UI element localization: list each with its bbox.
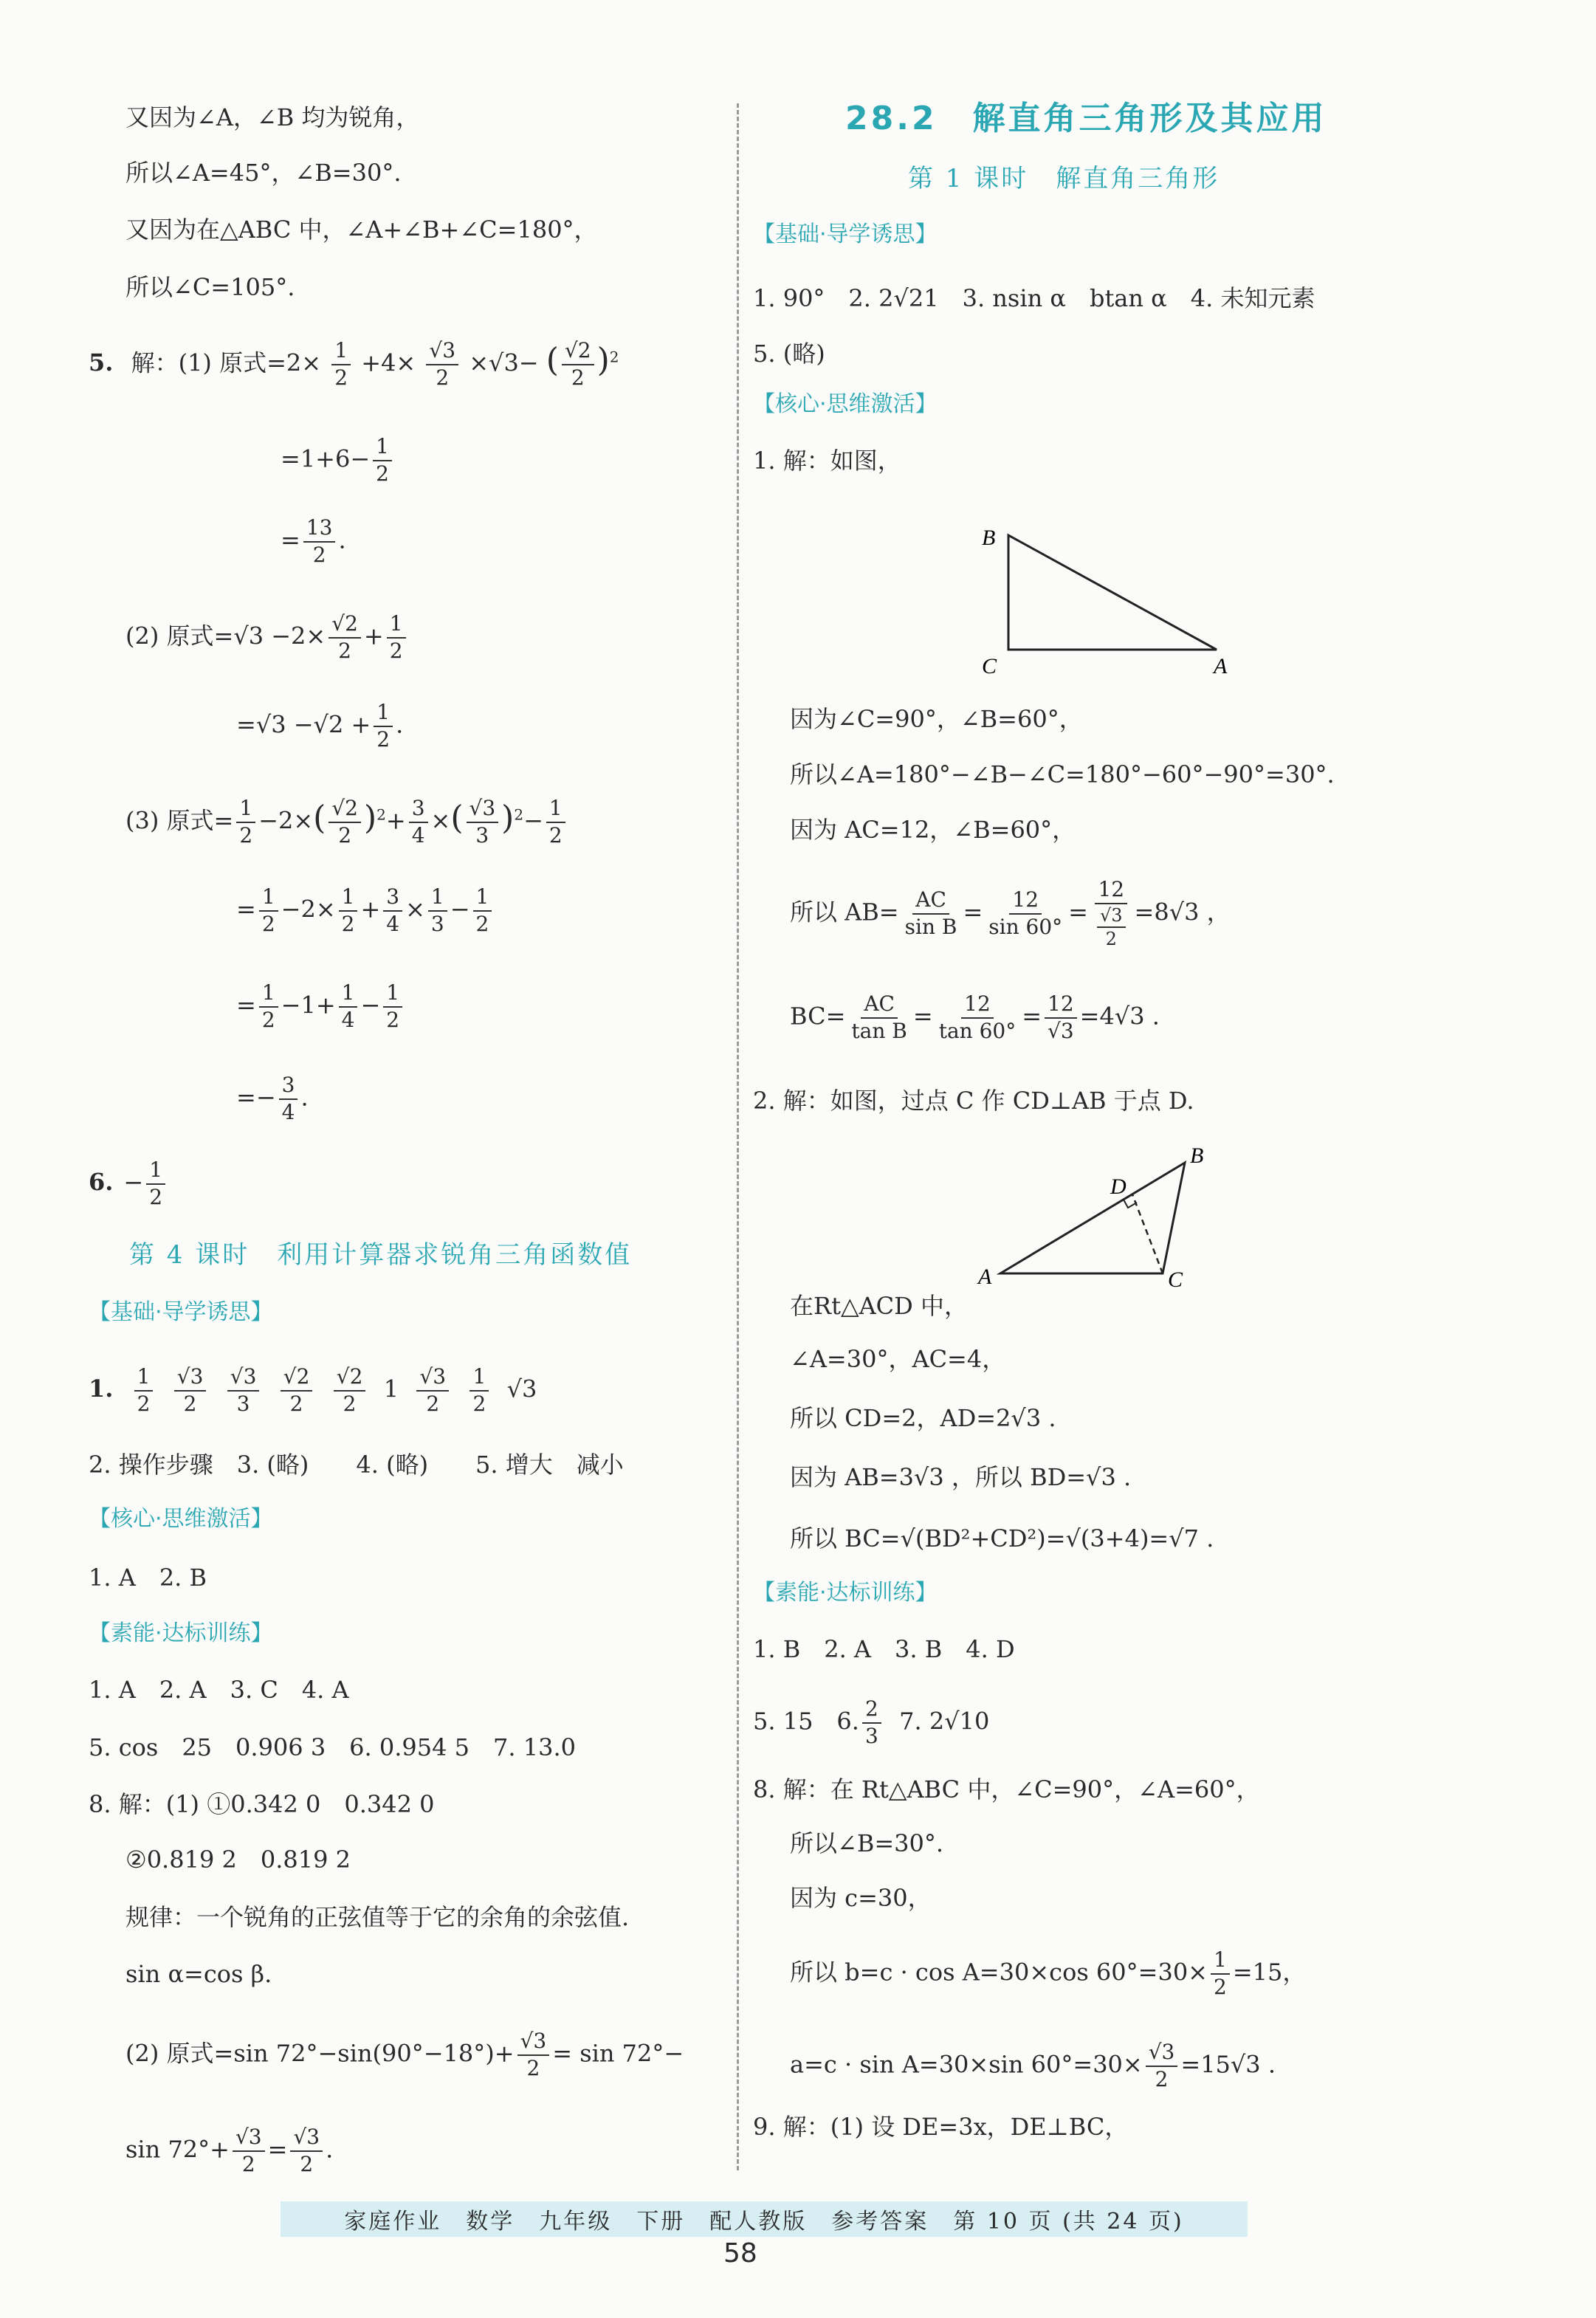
core-q2-line1: 2. 解：如图，过点 C 作 CD⊥AB 于点 D. [753,1087,1194,1115]
footer-banner: 家庭作业 数学 九年级 下册 配人教版 参考答案 第 10 页 (共 24 页) [281,2201,1248,2237]
section-tag-quality: 【素能·达标训练】 [89,1620,273,1646]
q5-part2: (2) 原式=√3 −2× $\frac{√2}{2}$ + $\frac{1}{2}$ [125,613,409,663]
basic-answers-5: 5. (略) [753,340,825,368]
q5-line1: 5. 解：(1) 原式=2× $\frac{1}{2}$ +4× $\frac{√3}{2}$ ×√3− ( $\frac{√2}{2}$ )$^2$ [89,338,619,390]
core-q2-line4: 所以 CD=2，AD=2√3 . [790,1404,1056,1432]
basic-q2-5: 2. 操作步骤 3. (略) 4. (略) 5. 增大 减小 [89,1451,624,1479]
fraction: $\frac{1}{2}$ [331,340,351,390]
section-tag-quality: 【素能·达标训练】 [753,1580,938,1606]
quality-q8-line3: 因为 c=30， [790,1884,932,1912]
fraction: $\frac{√3}{2}$ [426,340,458,390]
quality-answers-1: 1. B 2. A 3. B 4. D [753,1635,1015,1663]
q5-part3-line4: =− $\frac{3}{4}$ . [236,1073,309,1124]
core-q1-line4: 因为 AC=12，∠B=60°， [790,816,1076,844]
q6-line: 6. − $\frac{1}{2}$ [89,1159,168,1209]
text-line: 所以∠C=105°. [125,273,295,301]
vertex-label-C: C [1168,1268,1183,1288]
section-tag-core: 【核心·思维激活】 [89,1506,273,1532]
vertex-label-D: D [1110,1175,1127,1199]
q5-part3-line2: = $\frac{1}{2}$ −2× $\frac{1}{2}$ + $\frac{3}{4}$ × $\frac{1}{3}$ − $\frac{1}{2}$ [236,886,495,936]
q5-part2-line2: =√3 −√2 + $\frac{1}{2}$ . [236,700,404,752]
basic-answers-1: 1. 90° 2. 2√21 3. nsin α btan α 4. 未知元素 [753,284,1315,312]
q5-number: 5. [89,348,114,377]
q5-part3-line3: = $\frac{1}{2}$ −1+ $\frac{1}{4}$ − $\frac{1}{2}$ [236,982,405,1032]
core-q2-line3: ∠A=30°，AC=4， [790,1345,1006,1373]
quality-q8-line2: 所以∠B=30°. [790,1829,944,1857]
lesson-title: 第 1 课时 解直角三角形 [908,164,1220,193]
core-q1-line1: 1. 解：如图， [753,447,901,475]
core-q2-line6: 所以 BC=√(BD²+CD²)=√(3+4)=√7 . [790,1524,1214,1552]
vertex-label-A: A [978,1265,992,1288]
vertex-label-B: B [1190,1143,1204,1168]
quality-q8-line3: 规律：一个锐角的正弦值等于它的余角的余弦值. [125,1903,630,1931]
core-answers: 1. A 2. B [89,1564,207,1592]
text: +4× [361,348,416,377]
quality-q9-line1: 9. 解：(1) 设 DE=3x，DE⊥BC， [753,2113,1129,2141]
quality-q8-line1: 8. 解：在 Rt△ABC 中，∠C=90°，∠A=60°， [753,1775,1260,1803]
lesson-title: 第 4 课时 利用计算器求锐角三角函数值 [129,1240,633,1270]
text-line: 又因为∠A，∠B 均为锐角， [125,103,420,131]
q5-label: 解：(1) 原式=2× [131,348,322,377]
q5-part3: (3) 原式= $\frac{1}{2}$ −2×( $\frac{√2}{2}$ )$^2$+ $\frac{3}{4}$ ×( $\frac{√3}{3}$ )$^2$− $\frac{1}{2}$ [125,797,568,847]
section-tag-core: 【核心·思维激活】 [753,391,938,417]
core-q1-line2: 因为∠C=90°，∠B=60°， [790,705,1083,733]
core-q1-line6: BC= $\frac{AC}{\text{tan B}}$ = $\frac{12}{\tan 60^\circ}$ = $\frac{12}{√3}$ =4√3 . [790,991,1160,1043]
quality-q8-line4: 所以 b=c · cos A=30×cos 60°=30× $\frac{1}{2}$ =15， [790,1947,1307,1999]
q5-line2: =1+6− $\frac{1}{2}$ [281,436,395,486]
core-q2-line5: 因为 AB=3√3 ，所以 BD=√3 . [790,1463,1132,1491]
vertex-label-A: A [1214,654,1228,678]
triangle-figure-1 [952,517,1248,687]
vertex-label-B: B [982,526,996,550]
page-number: 58 [723,2238,757,2269]
quality-answers-1: 1. A 2. A 3. C 4. A [89,1676,349,1704]
quality-answers-5: 5. 15 6. $\frac{2}{3}$ 7. 2√10 [753,1696,990,1748]
core-q2-line2: 在Rt△ACD 中， [790,1292,968,1320]
fraction: $\frac{√2}{2}$ [562,340,594,390]
q5-line3: = $\frac{13}{2}$ . [281,515,346,567]
section-tag-basic: 【基础·导学诱思】 [753,221,938,247]
triangle-figure-2 [974,1141,1225,1288]
quality-q8-line5: (2) 原式=sin 72°−sin(90°−18°)+ $\frac{√3}{2}$ = sin 72°− [125,2029,684,2080]
basic-q1: 1. $\frac{1}{2}$ $\frac{√3}{2}$ $\frac{√3}{3}$ $\frac{√2}{2}$ $\frac{√2}{2}$ 1 $\frac{√3}{2}$ $\frac{1}{2}$ √3 [89,1364,537,1416]
vertex-label-C: C [982,654,997,678]
section-title: 28.2 解直角三角形及其应用 [845,100,1327,137]
quality-q8-line1: 8. 解：(1) ①0.342 0 0.342 0 [89,1790,435,1818]
quality-q8-line6: sin 72°+ $\frac{√3}{2}$ = $\frac{√3}{2}$ . [125,2125,334,2176]
text-line: 所以∠A=45°，∠B=30°. [125,159,402,187]
core-q1-line3: 所以∠A=180°−∠B−∠C=180°−60°−90°=30°. [790,760,1335,788]
quality-q8-line4: sin α=cos β. [125,1960,272,1988]
text-line: 又因为在△ABC 中，∠A+∠B+∠C=180°， [125,216,598,244]
text: ×√3− [469,348,539,377]
column-divider [737,103,739,2170]
quality-q8-line2: ②0.819 2 0.819 2 [125,1846,351,1874]
section-tag-basic: 【基础·导学诱思】 [89,1299,273,1325]
quality-answers-5: 5. cos 25 0.906 3 6. 0.954 5 7. 13.0 [89,1733,576,1761]
quality-q8-line5: a=c · sin A=30×sin 60°=30× $\frac{√3}{2}$ =15√3 . [790,2040,1276,2091]
core-q1-line5: 所以 AB= $\frac{AC}{\text{sin B}}$ = $\frac{12}{\sin 60^\circ}$ = $\frac{12}{\frac{√3}{2}}$ =8√3 ， [790,877,1231,950]
